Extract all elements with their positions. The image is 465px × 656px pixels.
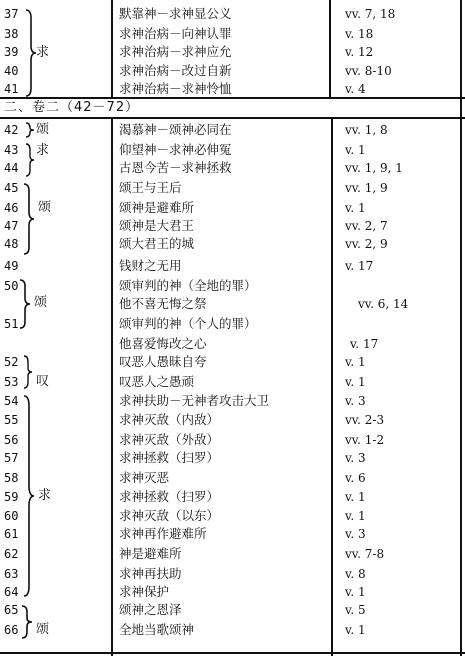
table-row <box>0 582 465 602</box>
psalm-number: 37 <box>4 7 19 21</box>
verse-reference: v. 1 <box>345 585 366 599</box>
table-row <box>0 391 465 411</box>
psalm-number: 62 <box>4 547 19 561</box>
verse-reference: v. 3 <box>345 394 366 408</box>
category-label: 求 <box>36 143 50 158</box>
psalm-title: 颂审判的神（全地的罪） <box>119 278 257 293</box>
verse-reference: v. 4 <box>345 82 366 96</box>
table-row <box>0 234 465 254</box>
psalm-number: 40 <box>4 64 19 78</box>
psalm-number: 44 <box>4 161 19 175</box>
psalm-number: 53 <box>4 375 19 389</box>
psalm-title: 颂神是大君王 <box>119 218 195 233</box>
verse-reference: v. 1 <box>345 375 366 389</box>
table-row <box>0 352 465 372</box>
psalm-number: 52 <box>4 355 19 369</box>
psalm-title: 古恩今苦－求神拯救 <box>119 160 232 175</box>
verse-reference: v. 17 <box>350 337 379 351</box>
psalm-number: 65 <box>4 603 19 617</box>
category-brace <box>22 394 36 598</box>
psalm-title: 钱财之无用 <box>119 258 182 273</box>
table-row <box>0 276 465 296</box>
table-row <box>0 334 465 354</box>
table-row <box>0 448 465 468</box>
category-brace <box>22 354 34 390</box>
verse-reference: vv. 2, 7 <box>345 219 388 233</box>
psalm-title: 他喜爱悔改之心 <box>119 336 207 351</box>
table-row <box>0 158 465 178</box>
page-bottom-rule <box>0 652 465 654</box>
verse-reference: v. 3 <box>345 527 366 541</box>
psalm-title: 求神治病－向神认罪 <box>119 26 232 41</box>
table-row <box>0 600 465 620</box>
psalm-number: 66 <box>4 623 19 637</box>
verse-reference: v. 6 <box>345 471 366 485</box>
table-row <box>0 61 465 81</box>
psalm-title: 求神拯救（扫罗） <box>119 489 220 504</box>
psalm-title: 神是避难所 <box>119 546 182 561</box>
verse-reference: v. 1 <box>345 509 366 523</box>
section-bottom-rule <box>0 117 465 119</box>
verse-reference: v. 18 <box>345 27 374 41</box>
table-row <box>0 120 465 140</box>
psalm-title: 颂神之恩泽 <box>119 602 182 617</box>
psalm-number: 43 <box>4 143 19 157</box>
section-header: 二、卷二（42－72） <box>4 100 140 115</box>
table-row <box>0 487 465 507</box>
psalm-number: 38 <box>4 27 19 41</box>
table-row <box>0 256 465 276</box>
psalm-number: 55 <box>4 413 19 427</box>
verse-reference: v. 5 <box>345 603 366 617</box>
verse-reference: vv. 8-10 <box>345 64 392 78</box>
verse-reference: v. 17 <box>345 259 374 273</box>
psalm-number: 48 <box>4 237 19 251</box>
verse-reference: v. 1 <box>345 201 366 215</box>
psalm-title: 求神灭敌（内敌） <box>119 412 220 427</box>
psalm-title: 求神再扶助 <box>119 566 182 581</box>
table-row <box>0 372 465 392</box>
psalm-number: 50 <box>4 279 19 293</box>
psalm-title: 求神扶助－无神者攻击大卫 <box>119 393 270 408</box>
verse-reference: vv. 7-8 <box>345 547 385 561</box>
category-brace <box>20 604 34 640</box>
table-row <box>0 79 465 99</box>
category-brace <box>18 278 32 330</box>
psalm-title: 求神再作避难所 <box>119 526 207 541</box>
psalm-number: 42 <box>4 123 19 137</box>
table-row <box>0 178 465 198</box>
verse-reference: v. 8 <box>345 567 366 581</box>
psalm-title: 求神灭敌（以东） <box>119 508 220 523</box>
category-brace <box>24 121 36 139</box>
psalm-title: 求神灭敌（外敌） <box>119 432 220 447</box>
category-label: 颂 <box>34 295 48 310</box>
verse-reference: v. 1 <box>345 143 366 157</box>
psalm-number: 60 <box>4 509 19 523</box>
category-brace <box>24 142 36 178</box>
verse-reference: v. 1 <box>345 490 366 504</box>
category-label: 叹 <box>36 374 50 389</box>
verse-reference: v. 1 <box>345 623 366 637</box>
category-label: 颂 <box>38 200 52 215</box>
psalm-number: 45 <box>4 181 19 195</box>
category-brace <box>22 182 36 256</box>
category-label: 颂 <box>36 122 50 137</box>
psalm-number: 46 <box>4 201 19 215</box>
psalm-number: 59 <box>4 490 19 504</box>
verse-reference: vv. 1-2 <box>345 433 385 447</box>
verse-reference: vv. 1, 8 <box>345 123 388 137</box>
table-row <box>0 524 465 544</box>
psalm-title: 求神拯救（扫罗） <box>119 450 220 465</box>
table-row <box>0 564 465 584</box>
table-row <box>0 410 465 430</box>
category-label: 求 <box>36 45 50 60</box>
psalm-title: 叹恶人愚昧自夸 <box>119 354 207 369</box>
psalm-title: 求神治病－求神怜恤 <box>119 81 232 96</box>
category-label: 求 <box>38 488 52 503</box>
table-row <box>0 620 465 640</box>
table-row <box>0 4 465 24</box>
psalm-title: 颂大君王的城 <box>119 236 195 251</box>
table-row <box>0 430 465 450</box>
table-row <box>0 198 465 218</box>
table-row <box>0 294 465 314</box>
psalm-title: 求神灭恶 <box>119 470 170 485</box>
verse-reference: v. 12 <box>345 45 374 59</box>
psalm-number: 64 <box>4 585 19 599</box>
table-row <box>0 314 465 334</box>
psalm-title: 求神治病－改过自新 <box>119 63 232 78</box>
psalm-title: 求神保护 <box>119 584 170 599</box>
verse-reference: vv. 2, 9 <box>345 237 388 251</box>
table-row <box>0 42 465 62</box>
verse-reference: v. 1 <box>345 355 366 369</box>
table-row <box>0 216 465 236</box>
psalm-title: 颂审判的神（个人的罪） <box>119 316 257 331</box>
verse-reference: vv. 6, 14 <box>358 297 409 311</box>
psalm-title: 仰望神－求神必伸冤 <box>119 142 232 157</box>
psalm-title: 求神治病－求神应允 <box>119 44 232 59</box>
table-row <box>0 506 465 526</box>
psalm-title: 颂王与王后 <box>119 180 182 195</box>
psalm-title: 他不喜无悔之祭 <box>119 296 207 311</box>
psalm-number: 56 <box>4 433 19 447</box>
psalm-number: 54 <box>4 394 19 408</box>
table-row <box>0 24 465 44</box>
psalm-number: 47 <box>4 219 19 233</box>
psalm-number: 63 <box>4 567 19 581</box>
table-row <box>0 468 465 488</box>
psalm-title: 渴慕神－颂神必同在 <box>119 122 232 137</box>
psalm-title: 默靠神－求神显公义 <box>119 6 232 21</box>
category-label: 颂 <box>36 622 50 637</box>
psalm-number: 57 <box>4 451 19 465</box>
psalm-number: 41 <box>4 82 19 96</box>
psalm-title: 颂神是避难所 <box>119 200 195 215</box>
psalm-number: 39 <box>4 45 19 59</box>
psalm-number: 61 <box>4 527 19 541</box>
verse-reference: vv. 1, 9 <box>345 181 388 195</box>
psalm-title: 全地当歌颂神 <box>119 622 195 637</box>
verse-reference: v. 3 <box>345 451 366 465</box>
psalm-number: 58 <box>4 471 19 485</box>
verse-reference: vv. 2-3 <box>345 413 385 427</box>
psalm-number: 51 <box>4 317 19 331</box>
verse-reference: vv. 1, 9, 1 <box>345 161 403 175</box>
psalm-number: 49 <box>4 259 19 273</box>
table-row <box>0 544 465 564</box>
psalm-title: 叹恶人之愚顽 <box>119 374 195 389</box>
table-row <box>0 140 465 160</box>
verse-reference: vv. 7, 18 <box>345 7 396 21</box>
